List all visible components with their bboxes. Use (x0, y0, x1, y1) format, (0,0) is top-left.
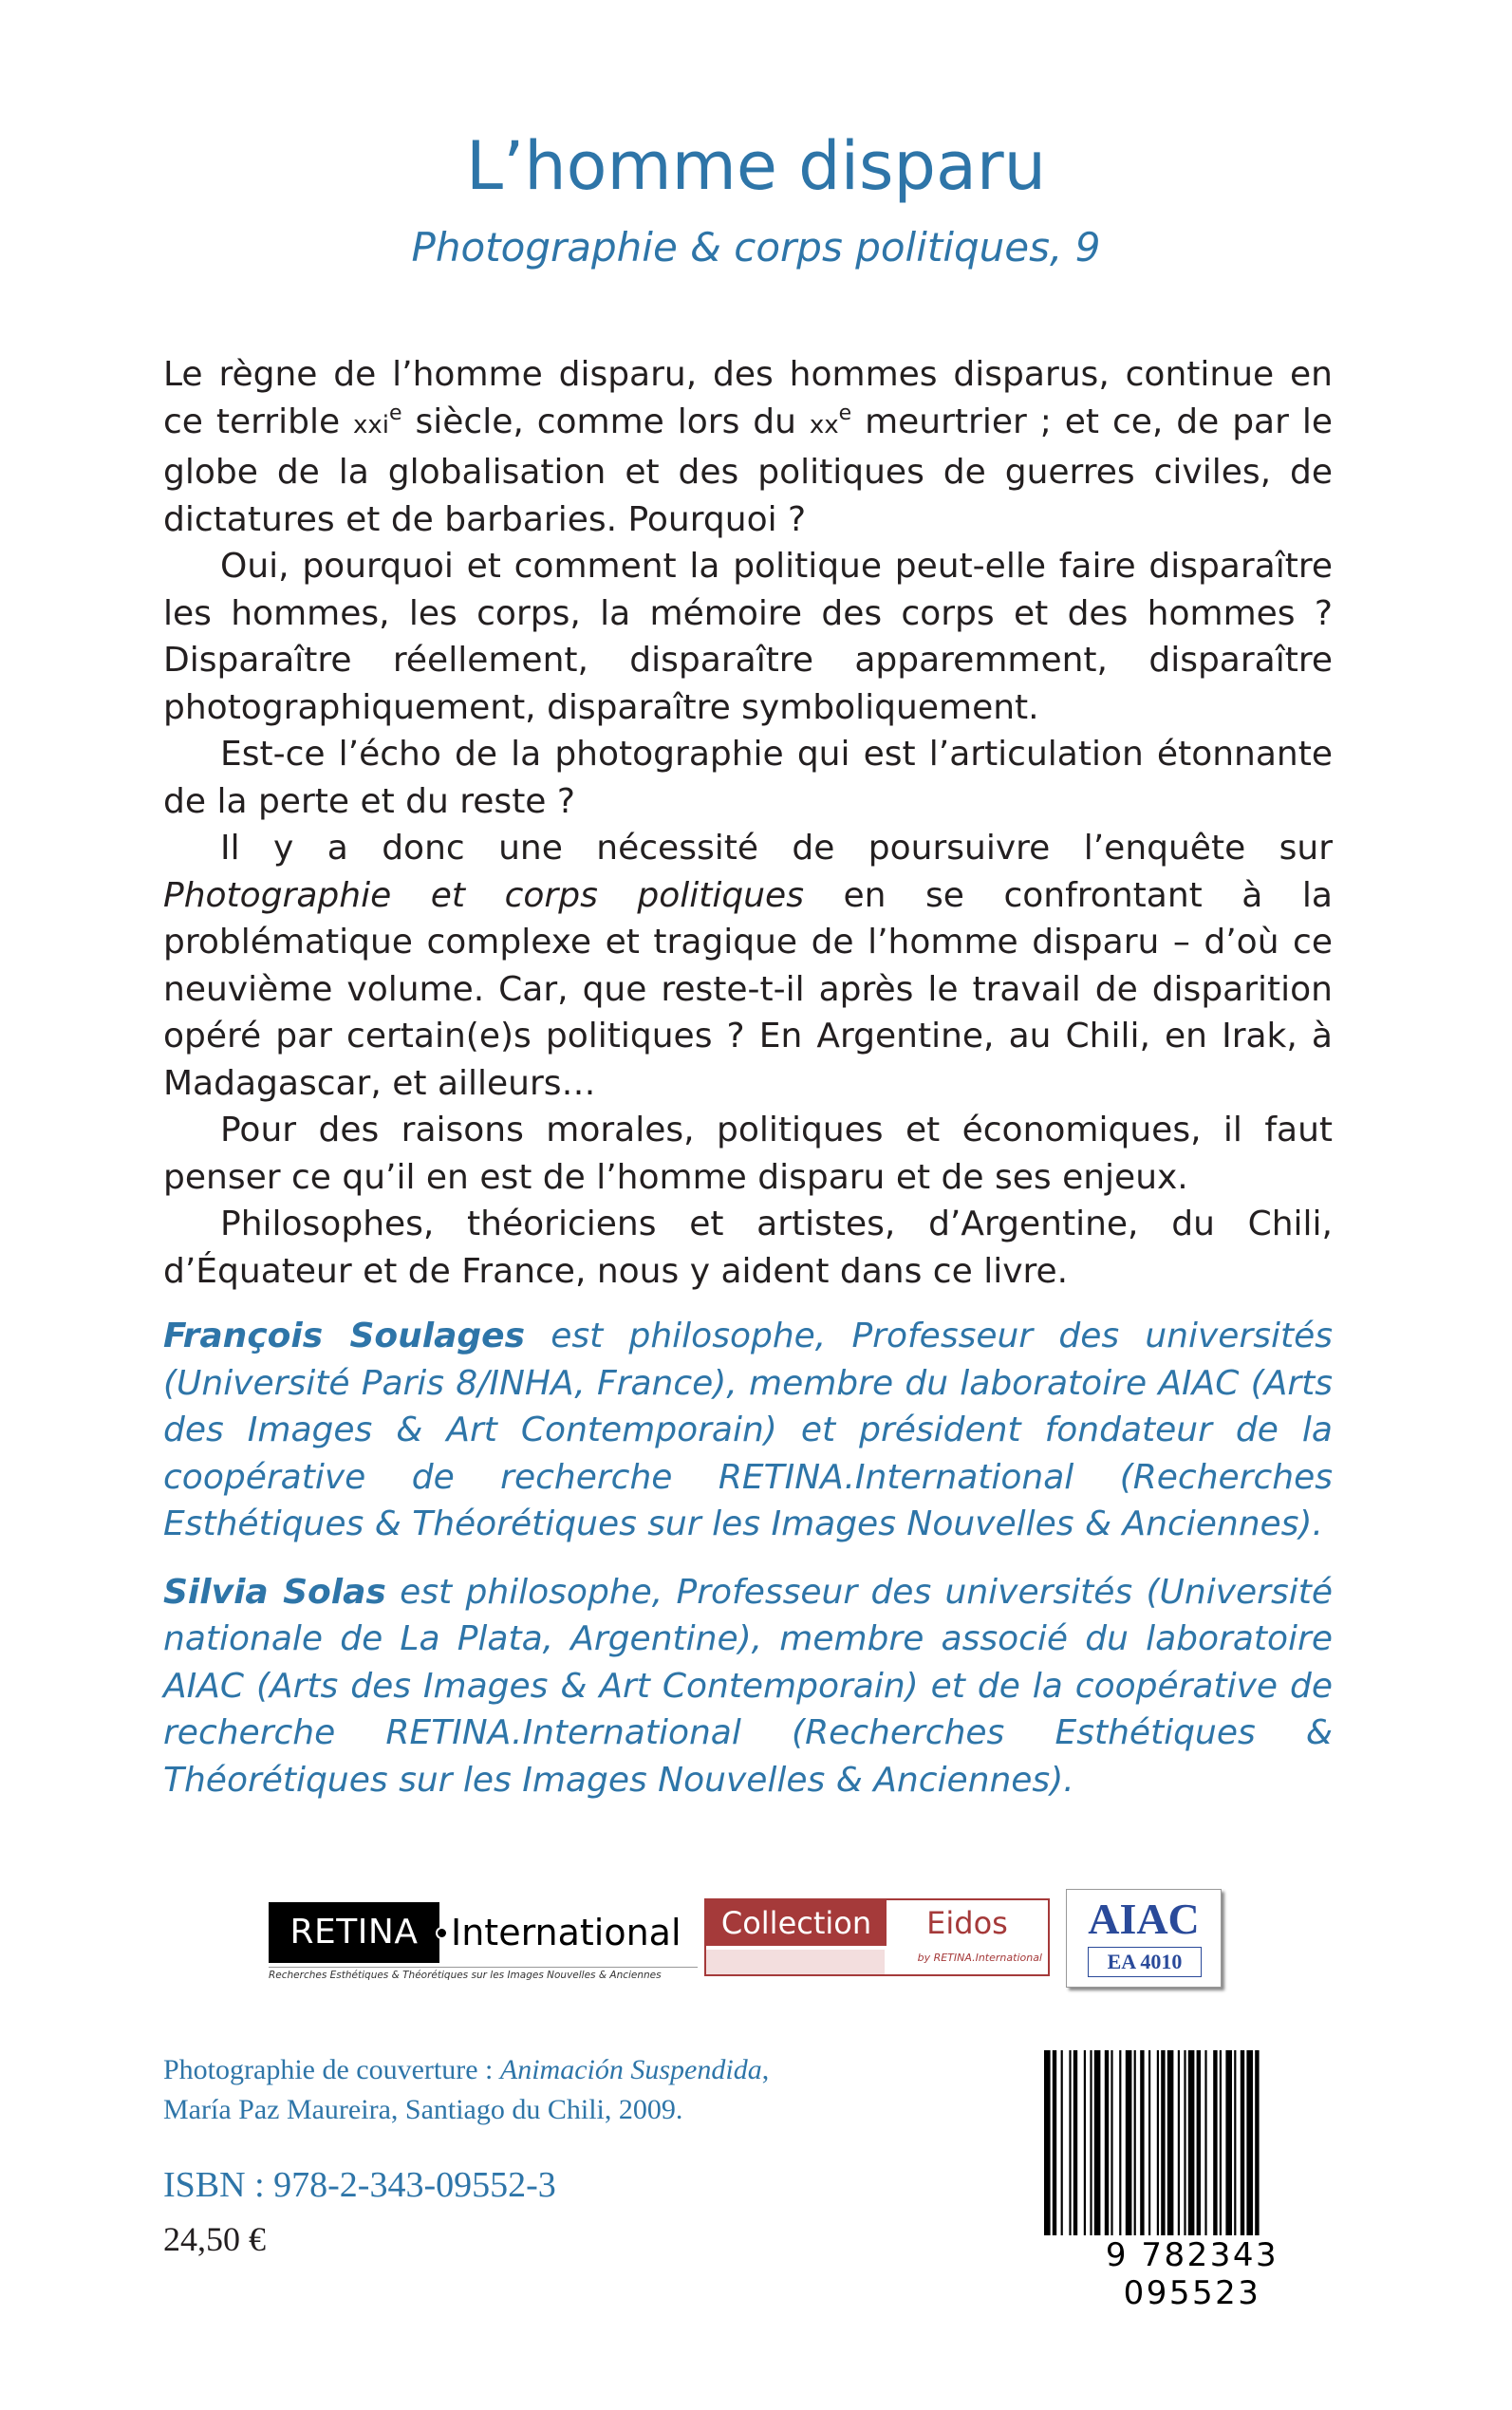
century-numeral: xxi (353, 410, 390, 439)
author-name: Silvia Solas (163, 1572, 386, 1612)
author-bio: François Soulages est philosophe, Professeur des universités (Université Paris 8/INHA, France), membre du laboratoire AIAC (Arts des Images & Art Contemporain) et président fondateur de la coopérative de recherche RETINA.International (Recherches Esthétiques & Théorétiques sur les Images Nouvelles & Anciennes). (163, 1317, 1333, 1543)
century-numeral: xx (809, 410, 839, 439)
blurb (163, 351, 1333, 1295)
blurb-paragraph-5: Pour des raisons morales, politiques et économiques, il faut penser ce qu’il en est de l’homme disparu et de ses enjeux. (163, 1111, 1333, 1197)
aiac-logo: AIAC EA 4010 (1066, 1889, 1222, 1988)
blurb-paragraph-3: Est-ce l’écho de la photographie qui est l’articulation étonnante de la perte et du reste ? (163, 735, 1333, 821)
author-bios (163, 1313, 1333, 1824)
author-name: François Soulages (163, 1317, 526, 1355)
price: 24,50 € (163, 2220, 266, 2258)
author-bio: Silvia Solas est philosophe, Professeur des universités (Université nationale de La Plata, Argentine), membre associé du laboratoire AIAC (Arts des Images & Art Contemporain) et de la coopérative de recherche RETINA.International (Recherches Esthétiques & Théorétiques sur les Images Nouvelles & Anciennes). (163, 1572, 1333, 1800)
blurb-paragraph-1: Le règne de l’homme disparu, des hommes disparus, continue en ce terrible xxi$^e$ siècle, comme lors du $xx^e$ meurtrier ; et ce, de par le globe de la globalisation et des politiques de guerres civiles, de dictatures et de barbaries. Pourquoi ? (163, 355, 1333, 539)
barcode-bars-icon (1040, 2050, 1344, 2240)
dot-icon (436, 1927, 448, 1939)
title-block (0, 128, 1512, 274)
collection-eidos-logo: Collection Eidos by RETINA.International (704, 1898, 1050, 1976)
cover-photo-credit: Photographie de couverture : Animación Suspendida, María Paz Maureira, Santiago du Chili, 2009. (163, 2054, 770, 2125)
series-title: Photographie et corps politiques (163, 875, 804, 915)
blurb-paragraph-4: Il y a donc une nécessité de poursuivre l’enquête sur Photographie et corps politiques en se confrontant à la problématique complexe et tragique de l’homme disparu – d’où ce neuvième volume. Car, que reste-t-il après le travail de disparition opéré par certain(e)s politiques ? En Argentine, au Chili, en Irak, à Madagascar, et ailleurs… (163, 829, 1333, 1103)
blurb-paragraph-6: Philosophes, théoriciens et artistes, d’Argentine, du Chili, d’Équateur et de France, nous y aident dans ce livre. (163, 1205, 1333, 1291)
isbn: ISBN : 978-2-343-09552-3 (163, 2165, 556, 2205)
publisher-logos (0, 1889, 1512, 2003)
barcode-digits: 9 782343 095523 (1105, 2236, 1279, 2312)
book-subtitle: Photographie & corps politiques, 9 (411, 224, 1101, 271)
photo-title: Animación Suspendida (499, 2054, 762, 2085)
logo-band (706, 1950, 885, 1974)
retina-international-logo: RETINA International Recherches Esthétiques & Théorétiques sur les Images Nouvelles & Anciennes (269, 1902, 698, 1980)
book-title: L’homme disparu (466, 127, 1046, 205)
blurb-paragraph-2: Oui, pourquoi et comment la politique peut-elle faire disparaître les hommes, les corps, la mémoire des corps et des hommes ? Disparaître réellement, disparaître apparemment, disparaître photographiquement, disparaître symboliquement. (163, 547, 1333, 727)
barcode (1040, 2050, 1344, 2312)
